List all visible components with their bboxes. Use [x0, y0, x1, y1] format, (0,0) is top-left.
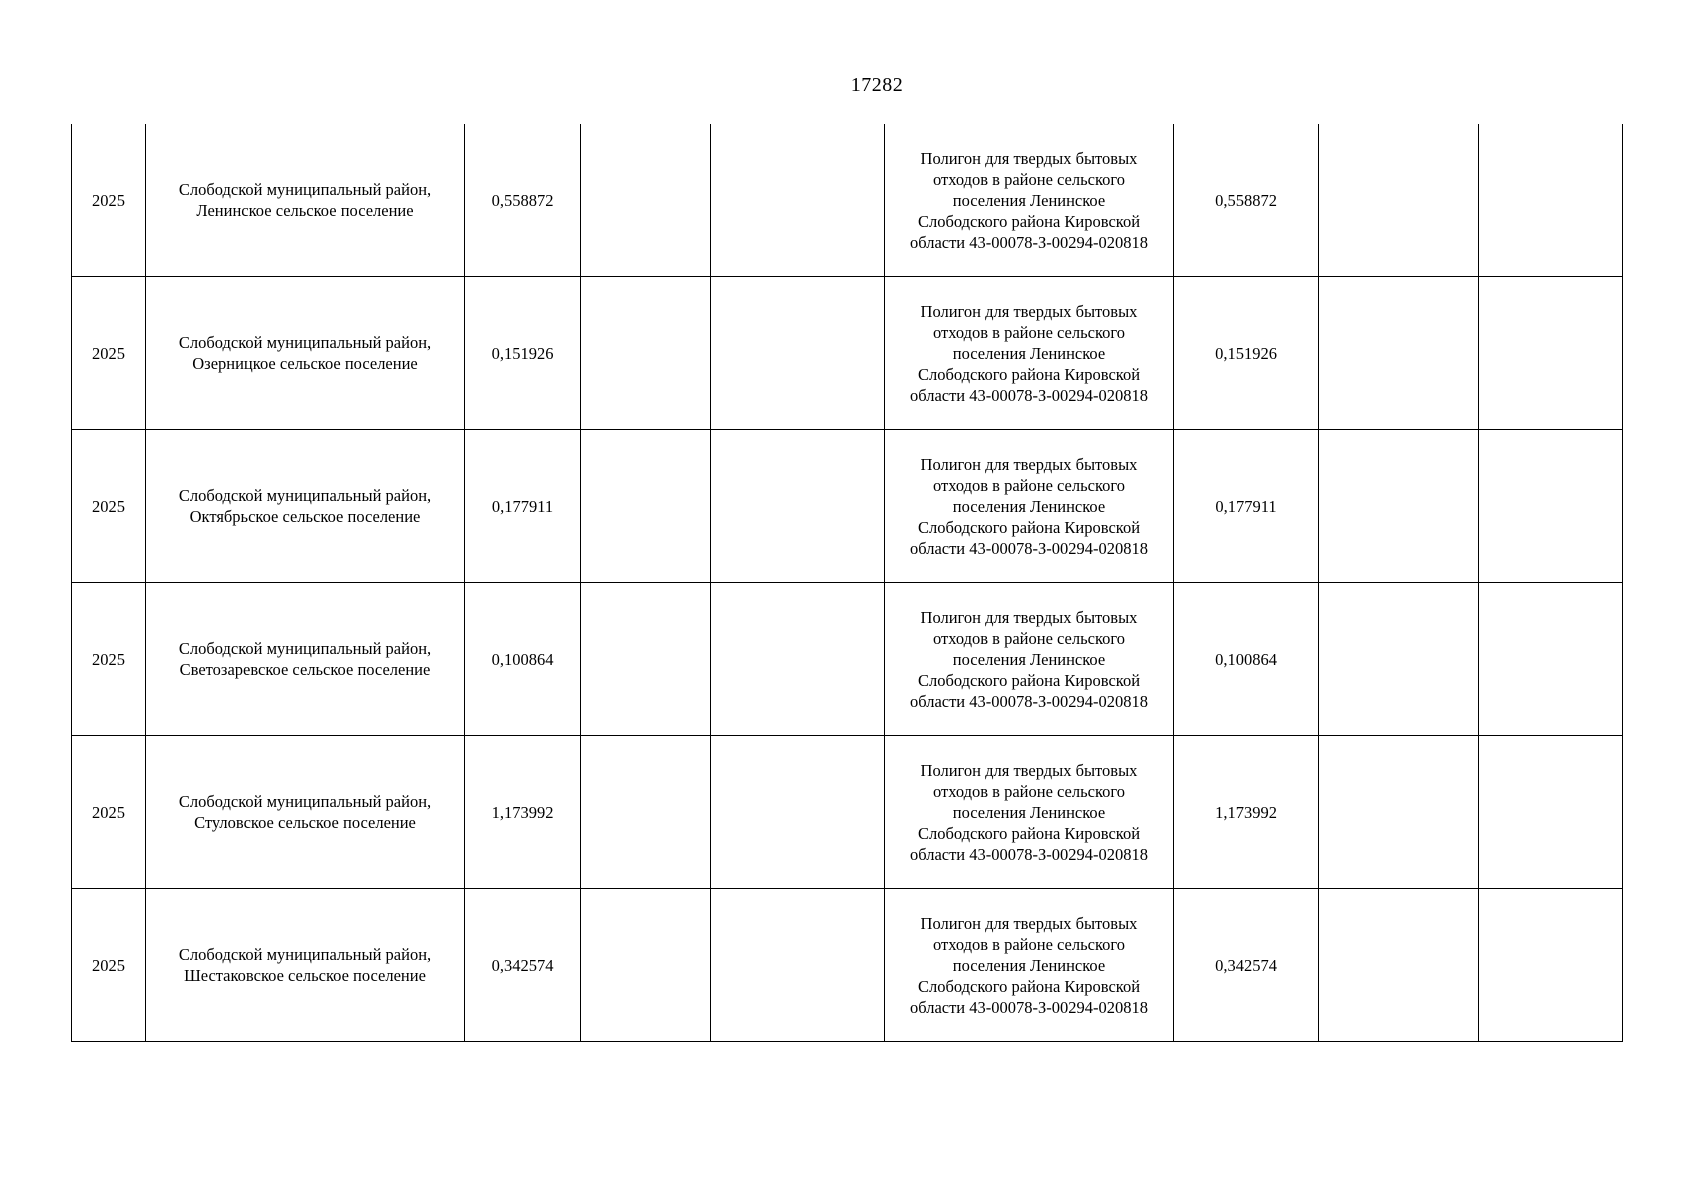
facility-mass-cell: 0,177911: [1174, 430, 1319, 583]
year-cell: 2025: [72, 124, 146, 277]
facility-cell: Полигон для твердых бытовых отходов в районе сельского поселения Ленинское Слободского района Кировской области 43-00078-З-00294-020818: [885, 430, 1174, 583]
empty-cell: [1479, 736, 1623, 889]
page-number: 17282: [850, 74, 904, 96]
mass-cell: 0,177911: [465, 430, 581, 583]
empty-cell: [711, 277, 885, 430]
table-row: [72, 583, 1623, 736]
empty-cell: [581, 736, 711, 889]
empty-cell: [1479, 889, 1623, 1042]
year-cell: 2025: [72, 430, 146, 583]
facility-cell: Полигон для твердых бытовых отходов в районе сельского поселения Ленинское Слободского района Кировской области 43-00078-З-00294-020818: [885, 583, 1174, 736]
empty-cell: [711, 889, 885, 1042]
territory-cell: Слободской муниципальный район, Стуловское сельское поселение: [146, 736, 465, 889]
facility-cell: Полигон для твердых бытовых отходов в районе сельского поселения Ленинское Слободского района Кировской области 43-00078-З-00294-020818: [885, 736, 1174, 889]
empty-cell: [581, 889, 711, 1042]
empty-cell: [581, 124, 711, 277]
territory-cell: Слободской муниципальный район, Ленинское сельское поселение: [146, 124, 465, 277]
empty-cell: [1319, 736, 1479, 889]
empty-cell: [1479, 124, 1623, 277]
empty-cell: [1319, 889, 1479, 1042]
facility-mass-cell: 0,151926: [1174, 277, 1319, 430]
facility-mass-cell: 0,558872: [1174, 124, 1319, 277]
facility-cell: Полигон для твердых бытовых отходов в районе сельского поселения Ленинское Слободского района Кировской области 43-00078-З-00294-020818: [885, 277, 1174, 430]
table-row: [72, 736, 1623, 889]
table-row: [72, 889, 1623, 1042]
waste-flow-table: [71, 124, 1623, 1042]
table-row: [72, 124, 1623, 277]
empty-cell: [1479, 430, 1623, 583]
facility-mass-cell: 0,100864: [1174, 583, 1319, 736]
mass-cell: 0,100864: [465, 583, 581, 736]
empty-cell: [711, 736, 885, 889]
year-cell: 2025: [72, 889, 146, 1042]
empty-cell: [1319, 583, 1479, 736]
mass-cell: 1,173992: [465, 736, 581, 889]
territory-cell: Слободской муниципальный район, Октябрьское сельское поселение: [146, 430, 465, 583]
table-body: [72, 124, 1623, 1042]
facility-cell: Полигон для твердых бытовых отходов в районе сельского поселения Ленинское Слободского района Кировской области 43-00078-З-00294-020818: [885, 124, 1174, 277]
year-cell: 2025: [72, 583, 146, 736]
empty-cell: [711, 583, 885, 736]
table-row: [72, 430, 1623, 583]
year-cell: 2025: [72, 277, 146, 430]
empty-cell: [1319, 277, 1479, 430]
facility-cell: Полигон для твердых бытовых отходов в районе сельского поселения Ленинское Слободского района Кировской области 43-00078-З-00294-020818: [885, 889, 1174, 1042]
territory-cell: Слободской муниципальный район, Шестаковское сельское поселение: [146, 889, 465, 1042]
empty-cell: [711, 430, 885, 583]
empty-cell: [1319, 124, 1479, 277]
empty-cell: [581, 583, 711, 736]
facility-mass-cell: 1,173992: [1174, 736, 1319, 889]
mass-cell: 0,558872: [465, 124, 581, 277]
empty-cell: [1319, 430, 1479, 583]
empty-cell: [1479, 277, 1623, 430]
mass-cell: 0,342574: [465, 889, 581, 1042]
territory-cell: Слободской муниципальный район, Светозаревское сельское поселение: [146, 583, 465, 736]
empty-cell: [711, 124, 885, 277]
year-cell: 2025: [72, 736, 146, 889]
empty-cell: [1479, 583, 1623, 736]
empty-cell: [581, 277, 711, 430]
table-row: [72, 277, 1623, 430]
mass-cell: 0,151926: [465, 277, 581, 430]
facility-mass-cell: 0,342574: [1174, 889, 1319, 1042]
territory-cell: Слободской муниципальный район, Озерницкое сельское поселение: [146, 277, 465, 430]
empty-cell: [581, 430, 711, 583]
